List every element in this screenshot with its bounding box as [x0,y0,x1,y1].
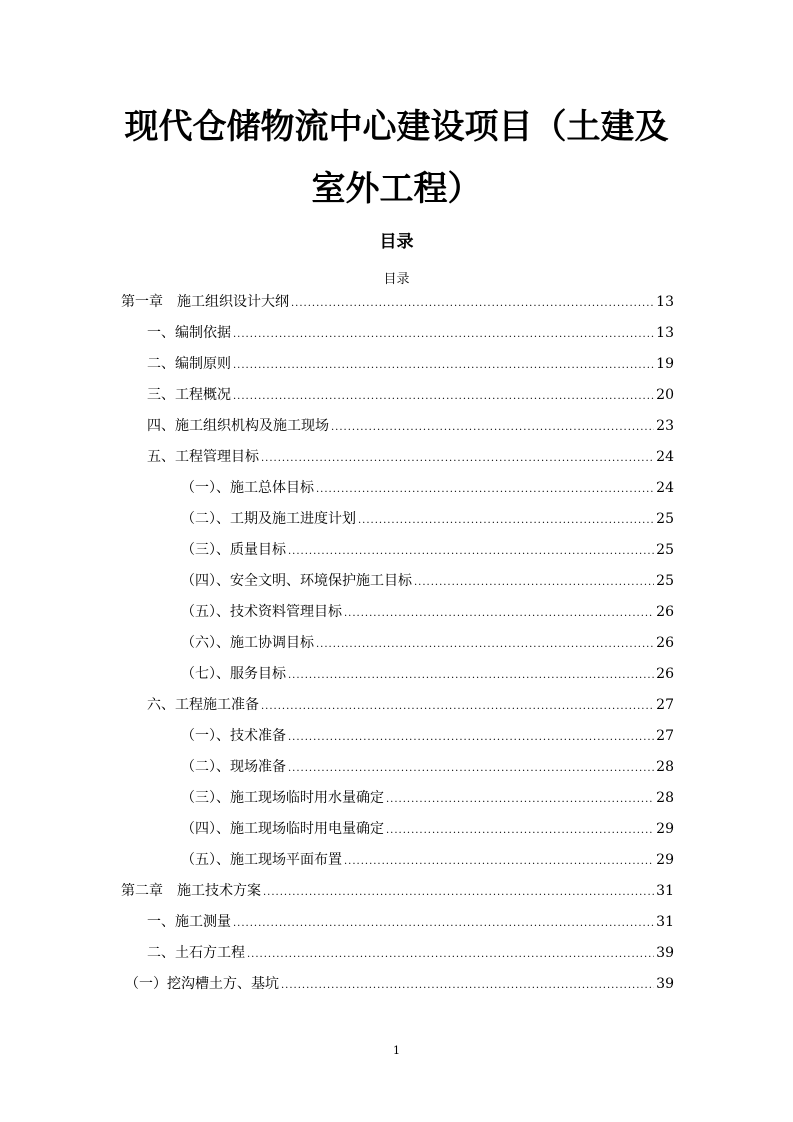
toc-dot-leader [288,542,654,562]
toc-entry-page: 26 [656,666,674,682]
toc-dot-leader [288,759,654,779]
toc-entry[interactable] [121,447,674,478]
toc-dot-leader [331,418,654,438]
toc-entry-label: 六、工程施工准备 [147,697,259,713]
table-of-contents [121,292,674,1005]
toc-entry-label: 一、编制依据 [147,325,231,341]
toc-entry-page: 25 [656,542,674,558]
toc-entry-page: 24 [656,449,674,465]
toc-entry-page: 29 [656,852,674,868]
toc-entry-page: 13 [656,325,674,341]
toc-entry-label: 三、工程概况 [147,387,231,403]
toc-entry-page: 28 [656,790,674,806]
toc-dot-leader [261,449,654,469]
toc-dot-leader [414,573,654,593]
toc-entry-page: 28 [656,759,674,775]
toc-entry-label: （二）、现场准备 [181,759,286,775]
toc-entry[interactable] [121,850,674,881]
toc-entry-page: 19 [656,356,674,372]
page-number: 1 [393,1044,400,1057]
toc-entry[interactable] [121,540,674,571]
toc-entry[interactable] [121,912,674,943]
toc-entry-page: 23 [656,418,674,434]
toc-dot-leader [233,356,654,376]
toc-dot-leader [316,480,654,500]
toc-entry[interactable] [121,416,674,447]
toc-entry-label: 第一章 施工组织设计大纲 [121,294,289,310]
toc-dot-leader [288,666,654,686]
toc-dot-leader [288,728,654,748]
toc-dot-leader [233,325,654,345]
toc-entry-label: 第二章 施工技术方案 [121,883,261,899]
toc-entry[interactable] [121,478,674,509]
toc-entry-label: （四）、安全文明、环境保护施工目标 [181,573,412,589]
toc-entry[interactable] [121,974,674,1005]
toc-dot-leader [233,914,654,934]
toc-dot-leader [344,604,654,624]
toc-entry[interactable] [121,571,674,602]
toc-dot-leader [316,635,654,655]
toc-entry-page: 20 [656,387,674,403]
toc-entry[interactable] [121,943,674,974]
toc-entry[interactable] [121,664,674,695]
toc-entry-label: （七）、服务目标 [181,666,286,682]
toc-dot-leader [386,790,654,810]
document-title-line-1: 现代仓储物流中心建设项目（土建及 [124,107,669,147]
document-title-line-2: 室外工程） [311,169,482,209]
toc-entry-page: 39 [656,976,674,992]
toc-dot-leader [344,852,654,872]
toc-entry-page: 13 [656,294,674,310]
toc-entry-label: （三）、施工现场临时用水量确定 [181,790,384,806]
toc-entry-label: （五）、技术资料管理目标 [181,604,342,620]
toc-heading: 目录 [379,232,414,252]
toc-entry-page: 25 [656,573,674,589]
toc-entry-label: 一、施工测量 [147,914,231,930]
toc-entry[interactable] [121,633,674,664]
toc-entry-label: （一）挖沟槽土方、基坑 [125,976,279,992]
toc-dot-leader [291,294,654,314]
toc-entry-page: 27 [656,728,674,744]
toc-entry-label: 五、工程管理目标 [147,449,259,465]
toc-dot-leader [247,945,654,965]
toc-entry-page: 24 [656,480,674,496]
toc-dot-leader [233,387,654,407]
toc-entry-page: 26 [656,635,674,651]
toc-entry-label: （六）、施工协调目标 [181,635,314,651]
toc-entry[interactable] [121,354,674,385]
toc-dot-leader [386,821,654,841]
toc-entry[interactable] [121,695,674,726]
toc-entry[interactable] [121,602,674,633]
toc-entry-label: 二、土石方工程 [147,945,245,961]
toc-dot-leader [261,697,654,717]
toc-entry-page: 31 [656,883,674,899]
toc-entry-page: 29 [656,821,674,837]
toc-entry[interactable] [121,757,674,788]
toc-entry-label: （五）、施工现场平面布置 [181,852,342,868]
toc-entry[interactable] [121,509,674,540]
toc-entry-page: 39 [656,945,674,961]
toc-entry-label: （一）、技术准备 [181,728,286,744]
toc-entry[interactable] [121,726,674,757]
toc-entry[interactable] [121,292,674,323]
toc-dot-leader [263,883,654,903]
toc-entry-label: （四）、施工现场临时用电量确定 [181,821,384,837]
toc-entry-label: 二、编制原则 [147,356,231,372]
toc-subheading: 目录 [383,272,410,287]
toc-entry[interactable] [121,819,674,850]
toc-entry[interactable] [121,881,674,912]
toc-entry[interactable] [121,788,674,819]
toc-entry-label: 四、施工组织机构及施工现场 [147,418,329,434]
toc-entry-page: 25 [656,511,674,527]
toc-entry-page: 27 [656,697,674,713]
toc-entry-page: 31 [656,914,674,930]
toc-dot-leader [358,511,654,531]
toc-entry-label: （一）、施工总体目标 [181,480,314,496]
toc-dot-leader [281,976,654,996]
toc-entry-label: （二）、工期及施工进度计划 [181,511,356,527]
toc-entry[interactable] [121,323,674,354]
toc-entry-page: 26 [656,604,674,620]
toc-entry[interactable] [121,385,674,416]
toc-entry-label: （三）、质量目标 [181,542,286,558]
